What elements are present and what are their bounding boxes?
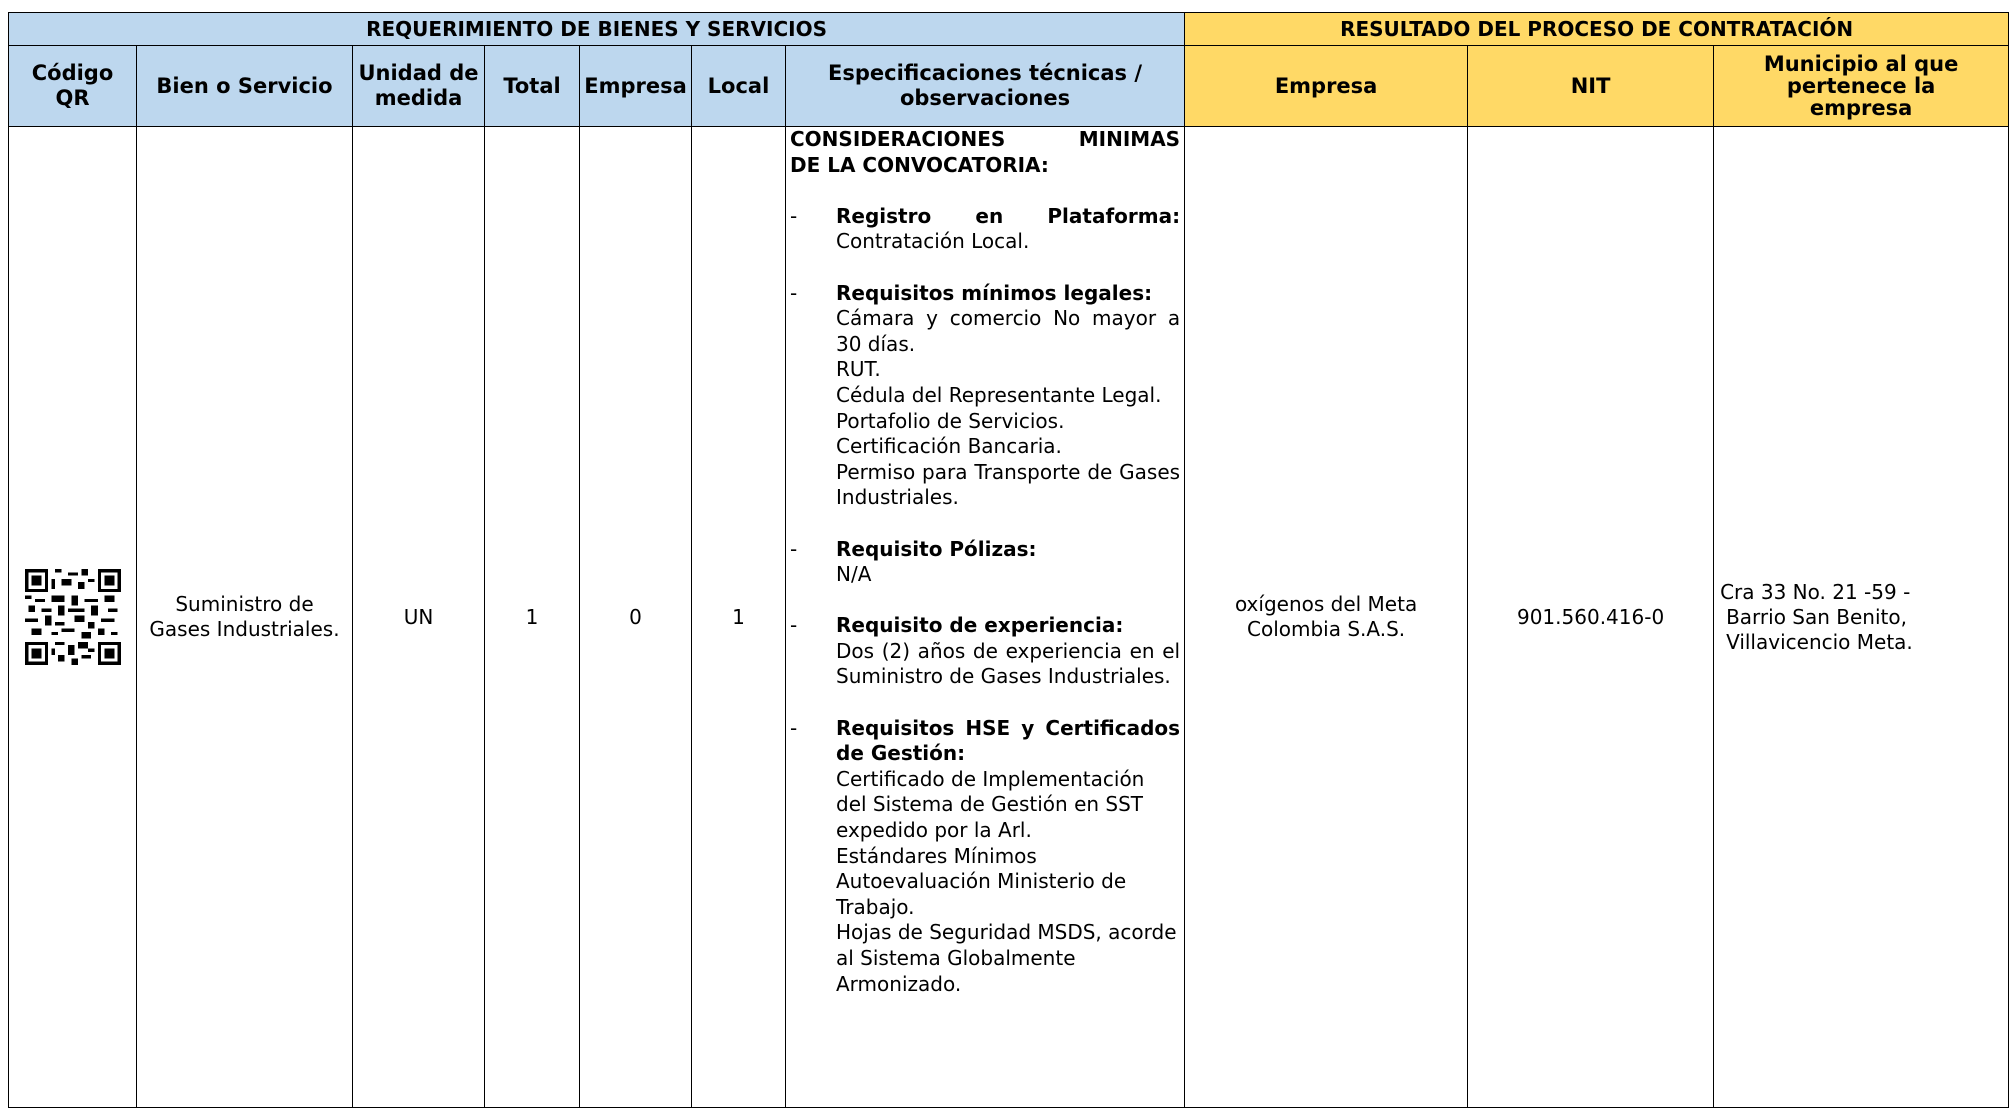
group-header-result: RESULTADO DEL PROCESO DE CONTRATACIÓN: [1185, 13, 2009, 46]
qr-code-icon[interactable]: [25, 569, 121, 665]
table-row: [9, 127, 2009, 1108]
group-header-requirements: REQUERIMIENTO DE BIENES Y SERVICIOS: [9, 13, 1185, 46]
company-cell: oxígenos del Meta Colombia S.A.S.: [1185, 127, 1468, 1108]
item-cell: Suministro de Gases Industriales.: [137, 127, 353, 1108]
spec-block-platform: - Registro en Plataforma: Contratación Local.: [790, 203, 1181, 254]
contract-table: [8, 12, 2009, 1108]
specs-cell: [786, 127, 1185, 1108]
specs-title: CONSIDERACIONES MINIMAS DE LA CONVOCATORIA:: [790, 127, 1181, 177]
qr-cell: [9, 127, 137, 1108]
total-cell: 1: [485, 127, 580, 1108]
header-specs: Especificaciones técnicas / observaciones: [786, 46, 1185, 127]
header-municipio: Municipio al que pertenece la empresa: [1714, 46, 2009, 127]
empresa-count-cell: 0: [580, 127, 692, 1108]
header-item: Bien o Servicio: [137, 46, 353, 127]
spec-block-hse: - Requisitos HSE y Certificados de Gestión: Certificado de Implementación del Sistema de Gestión en SST expedido por la Arl. Estándares Mínimos Autoevaluación Ministerio de Trabajo. Hojas de Seguridad MSDS, acorde al Sistema Globalmente Armonizado.: [790, 715, 1181, 996]
spec-block-legal: - Requisitos mínimos legales: Cámara y comercio No mayor a 30 días. RUT. Cédula del Representante Legal. Portafolio de Servicios. Certificación Bancaria. Permiso para Transporte de Gases Industriales.: [790, 280, 1181, 510]
nit-cell: 901.560.416-0: [1468, 127, 1714, 1108]
local-cell: 1: [692, 127, 786, 1108]
address-cell: Cra 33 No. 21 -59 - Barrio San Benito, Villavicencio Meta.: [1714, 127, 2009, 1108]
header-nit: NIT: [1468, 46, 1714, 127]
unit-cell: UN: [353, 127, 485, 1108]
header-unit: Unidad de medida: [353, 46, 485, 127]
contract-table-sheet: [8, 12, 2009, 1108]
header-total: Total: [485, 46, 580, 127]
spec-block-policies: - Requisito Pólizas: N/A: [790, 536, 1037, 587]
header-qr: Código QR: [9, 46, 137, 127]
header-company: Empresa: [1185, 46, 1468, 127]
header-empresa-count: Empresa: [580, 46, 692, 127]
header-local: Local: [692, 46, 786, 127]
spec-block-experience: - Requisito de experiencia: Dos (2) años de experiencia en el Suministro de Gases Industriales.: [790, 613, 1181, 689]
